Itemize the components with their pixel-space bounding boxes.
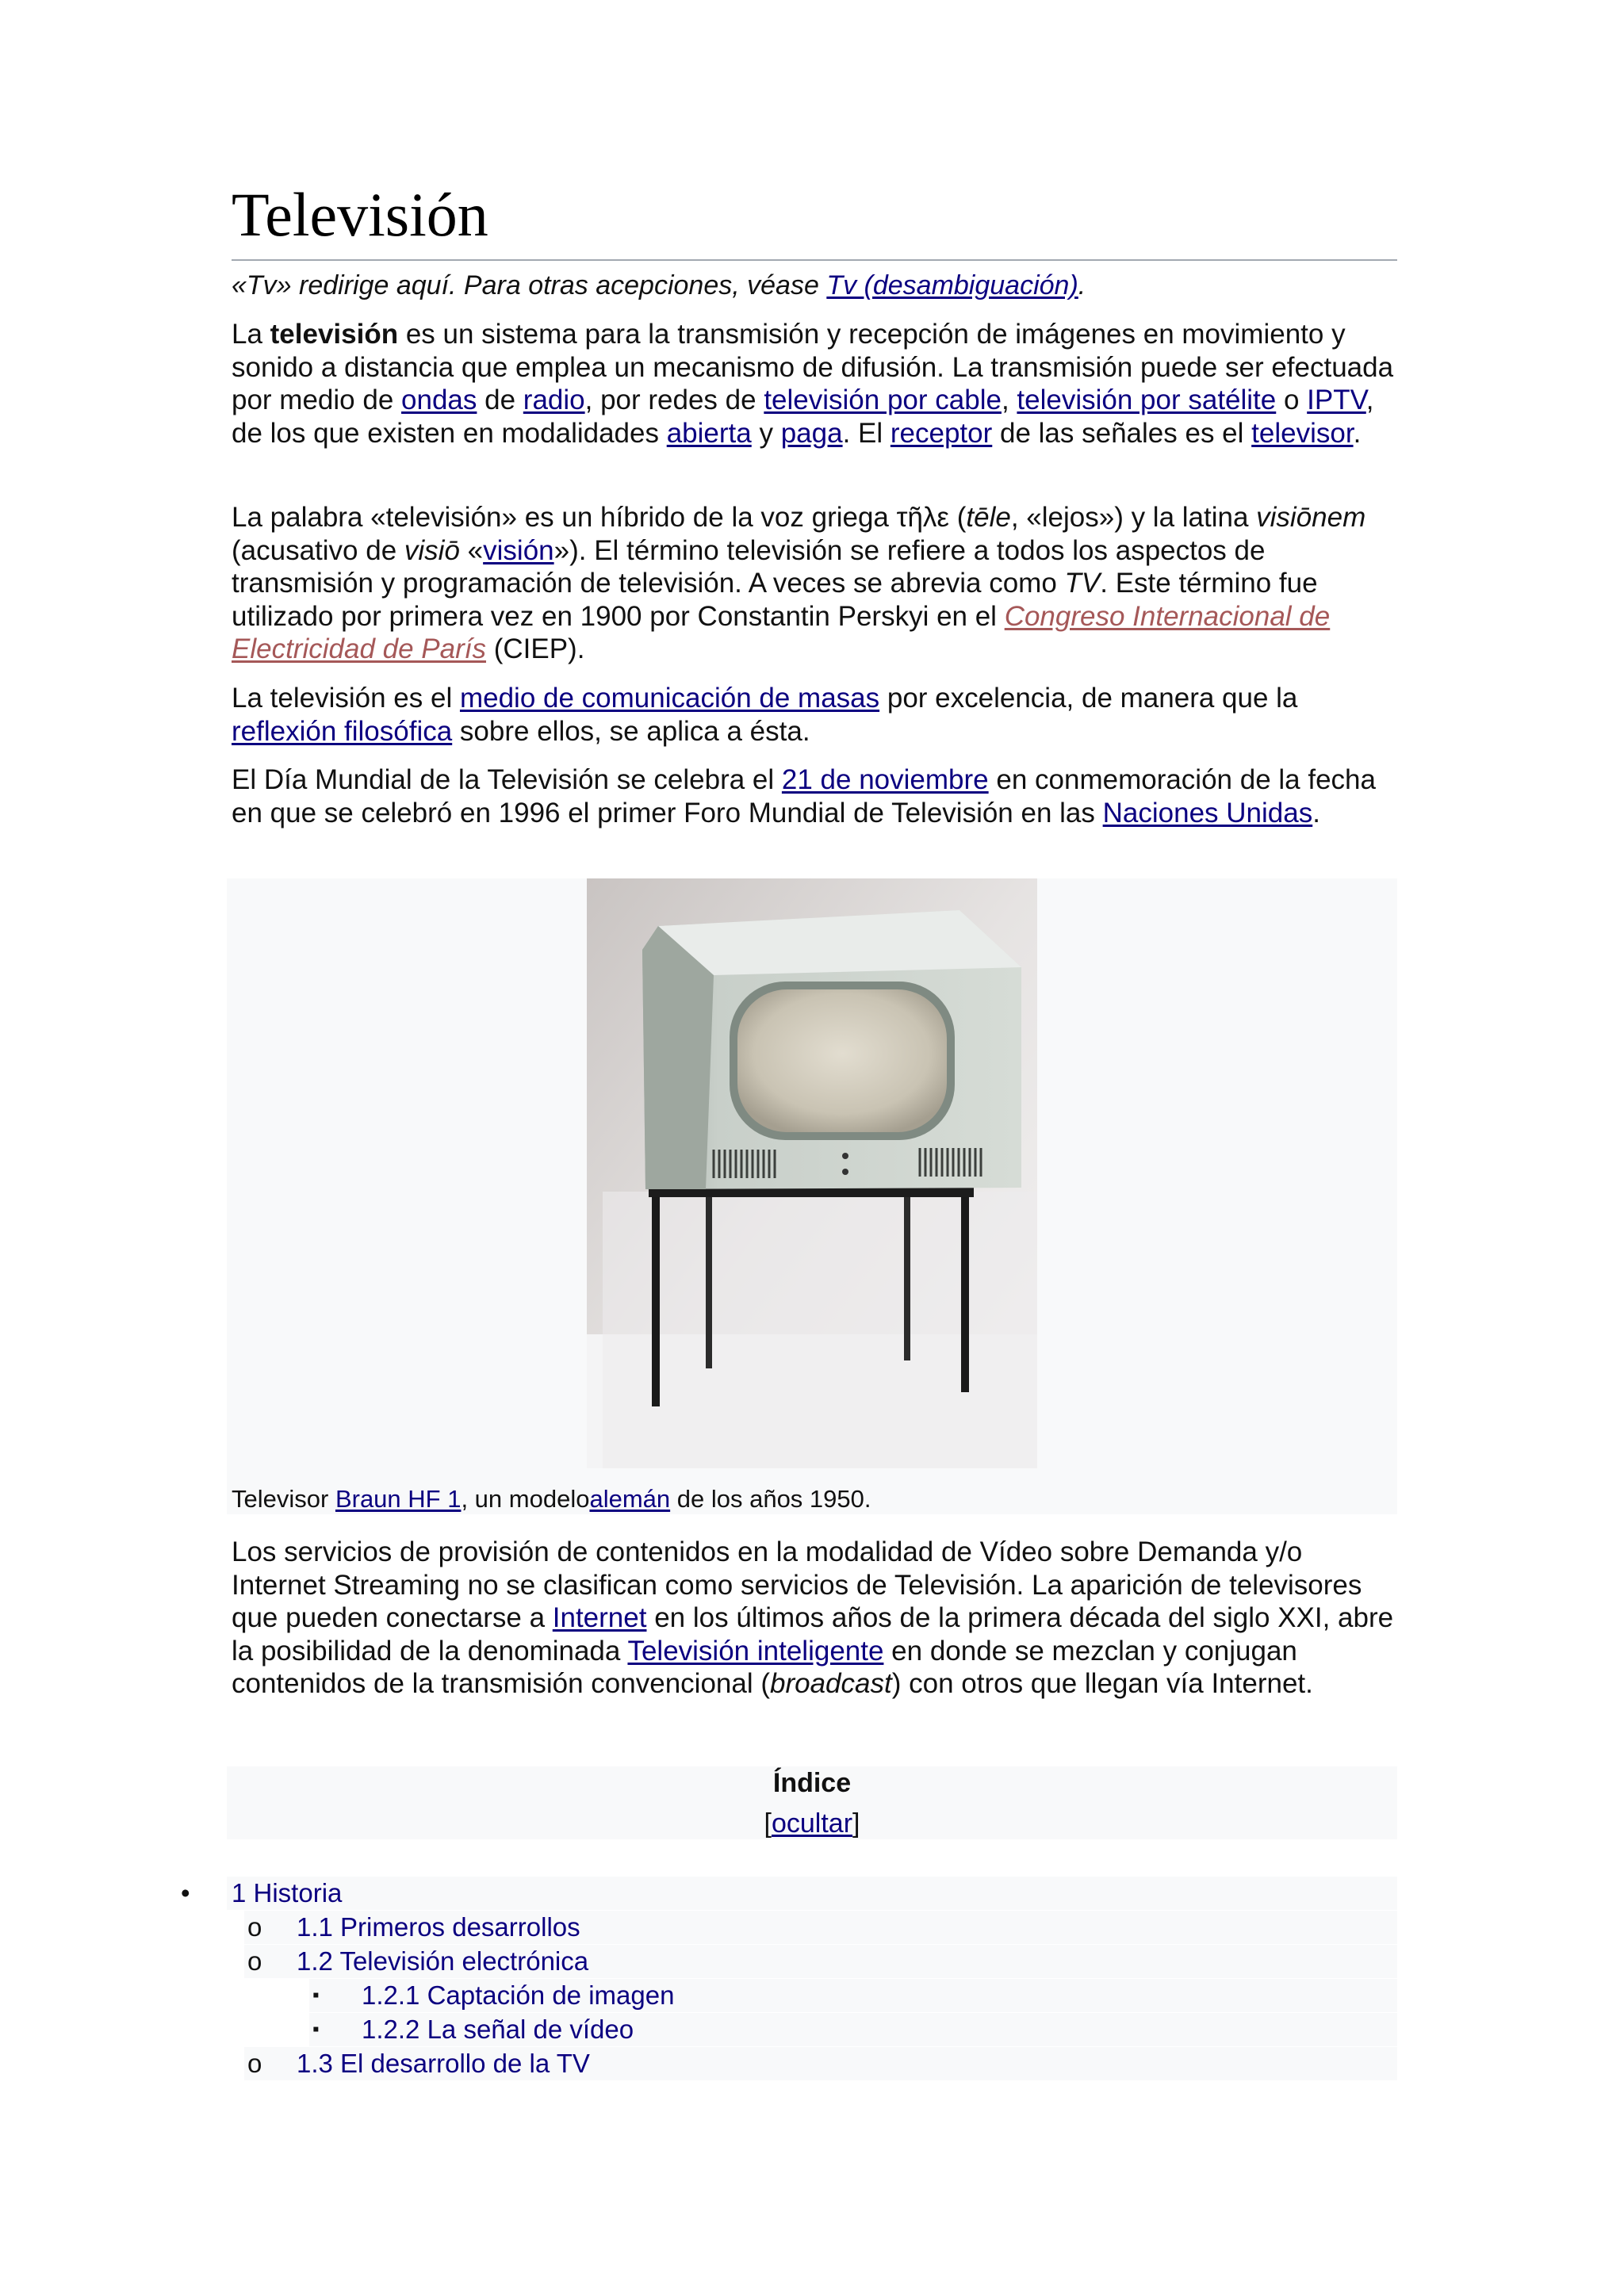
text: y: [751, 417, 781, 449]
link-braun-hf1[interactable]: Braun HF 1: [335, 1485, 462, 1513]
page-title: Televisión: [232, 180, 488, 249]
bullet: •: [181, 1878, 190, 1908]
toc-link[interactable]: 1.3 El desarrollo de la TV: [297, 2049, 590, 2078]
bullet: o: [247, 2049, 262, 2078]
text: .: [1312, 797, 1320, 828]
toc-link[interactable]: 1.2.1 Captación de imagen: [362, 1980, 675, 2010]
toc-item-senal-de-video[interactable]: [309, 2013, 1397, 2046]
bullet: o: [247, 1946, 262, 1976]
text: en los últimos años de la primera década del siglo XXI, abre la posibilidad de la denominada: [232, 1602, 1394, 1667]
italic-term: visiō: [404, 534, 460, 566]
link-medio-de-comunicacion[interactable]: medio de comunicación de masas: [459, 683, 880, 714]
text: ,: [1001, 385, 1017, 415]
link-congreso-internacional[interactable]: Congreso Internacional de Electricidad de París: [232, 600, 1331, 664]
bullet: ▪: [312, 1984, 320, 2006]
text: de las señales es el: [992, 417, 1252, 449]
paragraph-intro: [232, 318, 1397, 450]
text: en donde se mezclan y conjugan contenidos de la transmisión convencional (: [232, 1635, 1297, 1699]
italic-term: tēle: [966, 502, 1011, 533]
link-televisor[interactable]: televisor: [1251, 417, 1354, 449]
paragraph-etymology: [232, 501, 1397, 666]
text: de: [477, 385, 523, 415]
paragraph-dia-mundial: [232, 763, 1397, 829]
text: . Este término fue utilizado por primera vez en 1900 por Constantin Perskyi en el: [232, 568, 1318, 632]
braun-hf1-television-image[interactable]: [587, 878, 1037, 1468]
toc-item-desarrollo-de-la-tv[interactable]: [244, 2047, 1397, 2080]
bracket: [: [764, 1808, 772, 1839]
toc-link[interactable]: 1.2.2 La señal de vídeo: [362, 2015, 634, 2044]
link-television-por-cable[interactable]: televisión por cable: [764, 385, 1002, 415]
toc-item-primeros-desarrollos[interactable]: [244, 1911, 1397, 1944]
text: Los servicios de provisión de contenidos en la modalidad de Vídeo sobre Demanda y/o Internet Streaming no se clasifican como servicios de Televisión. La aparición de televisores que pueden conectarse a: [232, 1536, 1362, 1633]
toc-title: Índice: [772, 1768, 852, 1798]
bold-term: televisión: [270, 319, 399, 350]
text: es un sistema para la transmisión y recepción de imágenes en movimiento y sonido a distancia que emplea un mecanismo de difusión. La transmisión puede ser efectuada por medio de: [232, 319, 1394, 415]
text: ) con otros que llegan vía Internet.: [891, 1668, 1313, 1699]
link-naciones-unidas[interactable]: Naciones Unidas: [1102, 797, 1313, 828]
toc-link[interactable]: 1.1 Primeros desarrollos: [297, 1912, 580, 1942]
text: o: [1276, 385, 1308, 415]
italic-term: visiōnem: [1256, 502, 1366, 533]
text: La televisión es el: [232, 683, 460, 714]
text: La palabra «televisión» es un híbrido de la voz griega τῆλε (: [232, 502, 967, 533]
text: sobre ellos, se aplica a ésta.: [452, 715, 810, 747]
title-divider: [232, 259, 1397, 261]
link-ondas[interactable]: ondas: [401, 385, 477, 415]
link-21-de-noviembre[interactable]: 21 de noviembre: [781, 764, 989, 795]
figure-caption: [232, 1483, 1389, 1515]
link-aleman[interactable]: alemán: [589, 1485, 671, 1513]
text: , por redes de: [584, 385, 764, 415]
paragraph-streaming: [232, 1536, 1397, 1701]
link-iptv[interactable]: IPTV: [1307, 385, 1366, 415]
toc-hide-link[interactable]: ocultar: [771, 1808, 853, 1839]
toc-item-television-electronica[interactable]: [244, 1945, 1397, 1978]
bracket: ]: [852, 1808, 860, 1839]
text: en conmemoración de la fecha en que se celebró en 1996 el primer Foro Mundial de Televisión en las: [232, 764, 1376, 828]
link-reflexion-filosofica[interactable]: reflexión filosófica: [232, 715, 453, 747]
bullet: ▪: [312, 2019, 320, 2040]
toc-link[interactable]: 1 Historia: [232, 1878, 343, 1908]
text: , un modelo: [461, 1485, 590, 1513]
text: (CIEP).: [485, 633, 585, 664]
toc-item-historia[interactable]: [181, 1877, 1397, 1910]
bullet: o: [247, 1912, 262, 1942]
link-vision[interactable]: visión: [483, 534, 554, 566]
link-paga[interactable]: paga: [780, 417, 843, 449]
hatnote-disambiguation-link[interactable]: Tv (desambiguación): [826, 270, 1078, 300]
toc-link[interactable]: 1.2 Televisión electrónica: [297, 1946, 589, 1976]
toc-item-captacion-de-imagen[interactable]: [309, 1979, 1397, 2012]
link-abierta[interactable]: abierta: [666, 417, 752, 449]
hatnote-text: «Tv» redirige aquí. Para otras acepciones, véase: [232, 270, 827, 300]
paragraph-medio: [232, 682, 1397, 748]
text: »). El término televisión se refiere a todos los aspectos de transmisión y programación de televisión. A veces se abrevia como: [232, 534, 1266, 599]
link-receptor[interactable]: receptor: [890, 417, 993, 449]
link-television-por-satelite[interactable]: televisión por satélite: [1017, 385, 1277, 415]
text: (acusativo de: [232, 534, 404, 566]
italic-term: TV: [1064, 568, 1101, 599]
text: Televisor: [232, 1485, 335, 1513]
text: .: [1353, 417, 1362, 449]
text: La: [232, 319, 270, 350]
text: «: [459, 534, 484, 566]
link-radio[interactable]: radio: [523, 385, 585, 415]
text: . El: [842, 417, 891, 449]
text: El Día Mundial de la Televisión se celebra el: [232, 764, 782, 795]
hatnote: [232, 267, 1397, 304]
text: de los años 1950.: [670, 1485, 871, 1513]
text: , de los que existen en modalidades: [232, 385, 1374, 449]
link-television-inteligente[interactable]: Televisión inteligente: [627, 1635, 884, 1667]
toc-toggle: [227, 1807, 1397, 1840]
text: , «lejos») y la latina: [1010, 502, 1257, 533]
text: por excelencia, de manera que la: [879, 683, 1298, 714]
hatnote-suffix: .: [1078, 270, 1086, 300]
link-internet[interactable]: Internet: [552, 1602, 647, 1633]
italic-term: broadcast: [770, 1668, 892, 1699]
